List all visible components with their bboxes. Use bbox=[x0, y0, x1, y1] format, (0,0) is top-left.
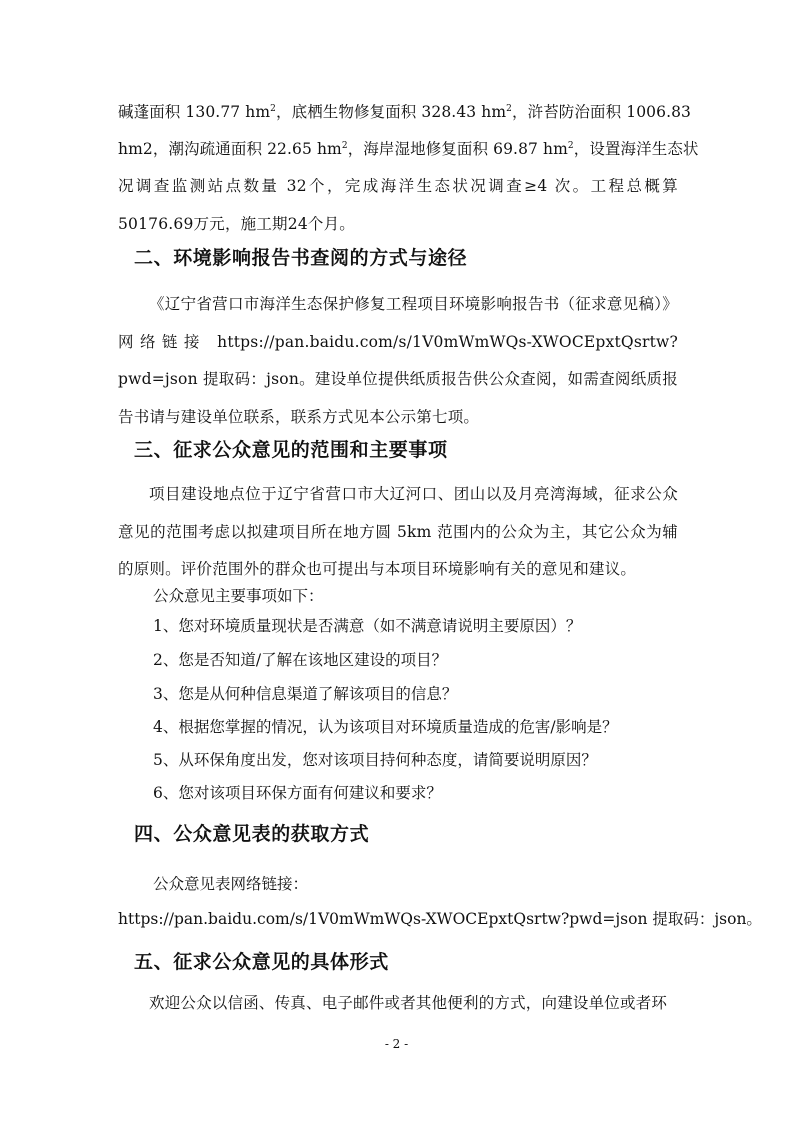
intro-text: hm2，潮沟疏通面积 22.65 hm bbox=[118, 140, 342, 158]
superscript: 2 bbox=[506, 103, 512, 114]
intro-text: ，海岸湿地修复面积 69.87 hm bbox=[347, 140, 568, 158]
section-heading-3: 三、征求公众意见的范围和主要事项 bbox=[134, 439, 448, 461]
superscript: 2 bbox=[341, 140, 348, 151]
section-heading-2: 二、环境影响报告书查阅的方式与途径 bbox=[134, 247, 468, 269]
superscript: 2 bbox=[270, 103, 276, 114]
list-item: 1、您对环境质量现状是否满意（如不满意请说明主要原因）？ bbox=[153, 617, 582, 635]
section-5-paragraph: 欢迎公众以信函、传真、电子邮件或者其他便利的方式，向建设单位或者环 bbox=[149, 994, 668, 1012]
intro-text: ，浒苔防治面积 1006.83 bbox=[512, 103, 692, 121]
intro-line-2 bbox=[118, 131, 699, 169]
intro-line-1 bbox=[118, 94, 692, 132]
section-4-link: https://pan.baidu.com/s/1V0mWmWQs-XWOCEpxtQsrtw?pwd=json 提取码：json。 bbox=[118, 910, 762, 928]
list-item: 4、根据您掌握的情况，认为该项目对环境质量造成的危害/影响是？ bbox=[153, 718, 618, 736]
superscript: 2 bbox=[567, 140, 574, 151]
list-item: 5、从环保角度出发，您对该项目持何种态度，请简要说明原因？ bbox=[153, 751, 597, 769]
section-3-list-intro: 公众意见主要事项如下： bbox=[153, 587, 324, 605]
intro-paragraph-rest: 况调查监测站点数量 32个，完成海洋生态状况调查≥4 次。工程总概算50176.69万元，施工期24个月。 bbox=[118, 177, 678, 233]
section-4-label: 公众意见表网络链接： bbox=[153, 875, 309, 893]
section-3-paragraph: 项目建设地点位于辽宁省营口市大辽河口、团山以及月亮湾海域，征求公众意见的范围考虑以拟建项目所在地方圆 5km 范围内的公众为主，其它公众为辅的原则。评价范围外的群众也可提出与本项目环境影响有关的意见和建议。 bbox=[118, 485, 678, 578]
list-item: 6、您对该项目环保方面有何建议和要求？ bbox=[153, 784, 442, 802]
intro-text: ，底栖生物修复面积 328.43 hm bbox=[276, 103, 507, 121]
list-item: 2、您是否知道/了解在该地区建设的项目？ bbox=[153, 651, 448, 669]
section-heading-5: 五、征求公众意见的具体形式 bbox=[134, 951, 389, 973]
section-heading-4: 四、公众意见表的获取方式 bbox=[134, 823, 370, 845]
intro-text: 碱蓬面积 130.77 hm bbox=[118, 103, 271, 121]
page-number: - 2 - bbox=[384, 1037, 409, 1051]
list-item: 3、您是从何种信息渠道了解该项目的信息？ bbox=[153, 685, 458, 703]
section-2-paragraph: 《辽宁省营口市海洋生态保护修复工程项目环境影响报告书（征求意见稿）》网络链接 https://pan.baidu.com/s/1V0mWmWQs-XWOCEpxtQsrtw?pwd=json 提取码：json。建设单位提供纸质报告供公众查阅，如需查阅纸质报告书请与建设单位联系，联系方式见本公示第七项。 bbox=[118, 295, 678, 426]
intro-text: ，设置海洋生态状 bbox=[573, 140, 699, 158]
